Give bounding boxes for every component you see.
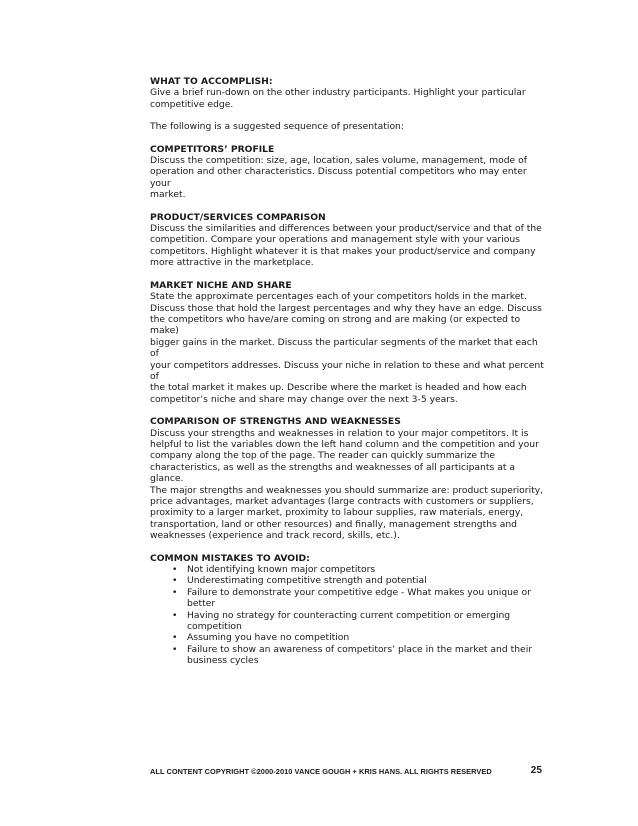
market-niche-section (150, 280, 546, 405)
list-item-line: Failure to show an awareness of competitors’ place in the market and their (187, 643, 533, 655)
list-item (150, 587, 546, 610)
paragraph-line: price advantages, market advantages (large contracts with customers or suppliers, (150, 496, 534, 507)
paragraph-line: market. (150, 189, 186, 201)
paragraph-line: competitor’s niche and share may change over the next 3-5 years. (150, 393, 458, 405)
paragraph-line: more attractive in the marketplace. (150, 257, 314, 269)
paragraph-line: competitive edge. (150, 98, 234, 110)
list-item-line: Assuming you have no competition (187, 632, 350, 644)
strengths-weaknesses-section (150, 416, 546, 541)
bullet-icon: • (172, 609, 178, 621)
list-item-line: Having no strategy for counteracting current competition or emerging (187, 609, 511, 621)
page-number: 25 (530, 765, 542, 776)
paragraph-line: competition. Compare your operations and management style with your various (150, 234, 520, 246)
market-niche-paragraph (150, 291, 546, 405)
document-body (150, 76, 546, 678)
paragraph-line: proximity to a larger market, proximity to labour supplies, raw materials, energy, (150, 507, 524, 519)
list-item (150, 564, 546, 575)
bullet-icon: • (172, 632, 178, 644)
mistakes-list (150, 564, 546, 667)
copyright-notice: ALL CONTENT COPYRIGHT ©2000-2010 VANCE GOUGH + KRIS HANS. ALL RIGHTS RESERVED (150, 767, 492, 776)
list-item-line: Failure to demonstrate your competitive edge - What makes you unique or (187, 586, 531, 598)
bullet-icon: • (172, 586, 178, 598)
list-item-line: business cycles (187, 655, 259, 667)
intro-section (150, 76, 546, 110)
paragraph-line: Discuss those that hold the largest percentages and why they have an edge. Discuss (150, 302, 542, 314)
bullet-icon: • (172, 575, 178, 587)
paragraph-line: company along the top of the page. The reader can quickly summarize the (150, 450, 496, 462)
paragraph-line: helpful to list the variables down the left hand column and the competition and your (150, 438, 539, 450)
paragraph-line: Give a brief run-down on the other industry participants. Highlight your particular (150, 87, 526, 99)
list-item (150, 575, 546, 586)
common-mistakes-section (150, 553, 546, 667)
section-heading-what-to-accomplish: WHAT TO ACCOMPLISH: (150, 76, 273, 87)
paragraph-line: your competitors addresses. Discuss your niche in relation to these and what percent of (150, 359, 544, 382)
paragraph-line: competitors. Highlight whatever it is that makes your product/service and company (150, 245, 536, 257)
sequence-note: The following is a suggested sequence of presentation: (150, 121, 404, 133)
list-item-line: Not identifying known major competitors (187, 564, 376, 576)
list-item (150, 610, 546, 633)
bullet-icon: • (172, 643, 178, 655)
strengths-weaknesses-paragraph (150, 428, 546, 542)
intro-paragraph (150, 87, 546, 110)
list-item-line: competition (187, 621, 242, 633)
paragraph-line: transportation, land or other resources) and finally, management strengths and (150, 518, 518, 530)
product-services-comparison-paragraph (150, 223, 546, 269)
sequence-note-section (150, 121, 546, 132)
section-heading-market-niche-and-share: MARKET NICHE AND SHARE (150, 279, 292, 291)
paragraph-line: Discuss your strengths and weaknesses in relation to your major competitors. It is (150, 427, 529, 439)
list-item (150, 644, 546, 667)
section-heading-common-mistakes: COMMON MISTAKES TO AVOID: (150, 552, 310, 564)
competitors-profile-section (150, 144, 546, 201)
list-item-line: Underestimating competitive strength and potential (187, 575, 427, 587)
product-services-comparison-section (150, 212, 546, 269)
paragraph-line: Discuss the similarities and differences between your product/service and that of the (150, 223, 542, 235)
paragraph-line: The major strengths and weaknesses you should summarize are: product superiority, (150, 484, 544, 496)
paragraph-line: State the approximate percentages each of your competitors holds in the market. (150, 291, 527, 303)
paragraph-line: Discuss the competition: size, age, location, sales volume, management, mode of (150, 155, 527, 167)
list-item-line: better (187, 598, 216, 610)
competitors-profile-paragraph (150, 155, 546, 201)
paragraph-line: operation and other characteristics. Discuss potential competitors who may enter your (150, 166, 527, 189)
list-item (150, 632, 546, 643)
section-heading-strengths-and-weaknesses: COMPARISON OF STRENGTHS AND WEAKNESSES (150, 416, 401, 428)
bullet-icon: • (172, 564, 178, 576)
paragraph-line: bigger gains in the market. Discuss the particular segments of the market that each of (150, 336, 538, 360)
section-heading-product-services-comparison: PRODUCT/SERVICES COMPARISON (150, 211, 326, 223)
paragraph-line: the competitors who have/are coming on strong and are making (or expected to make) (150, 313, 521, 337)
page-footer (150, 767, 542, 776)
section-heading-competitors-profile: COMPETITORS’ PROFILE (150, 143, 275, 155)
paragraph-line: the total market it makes up. Describe where the market is headed and how each (150, 382, 527, 394)
paragraph-line: characteristics, as well as the strengths and weaknesses of all participants at a glance. (150, 461, 515, 485)
paragraph-line: weaknesses (experience and track record, skills, etc.). (150, 530, 400, 542)
